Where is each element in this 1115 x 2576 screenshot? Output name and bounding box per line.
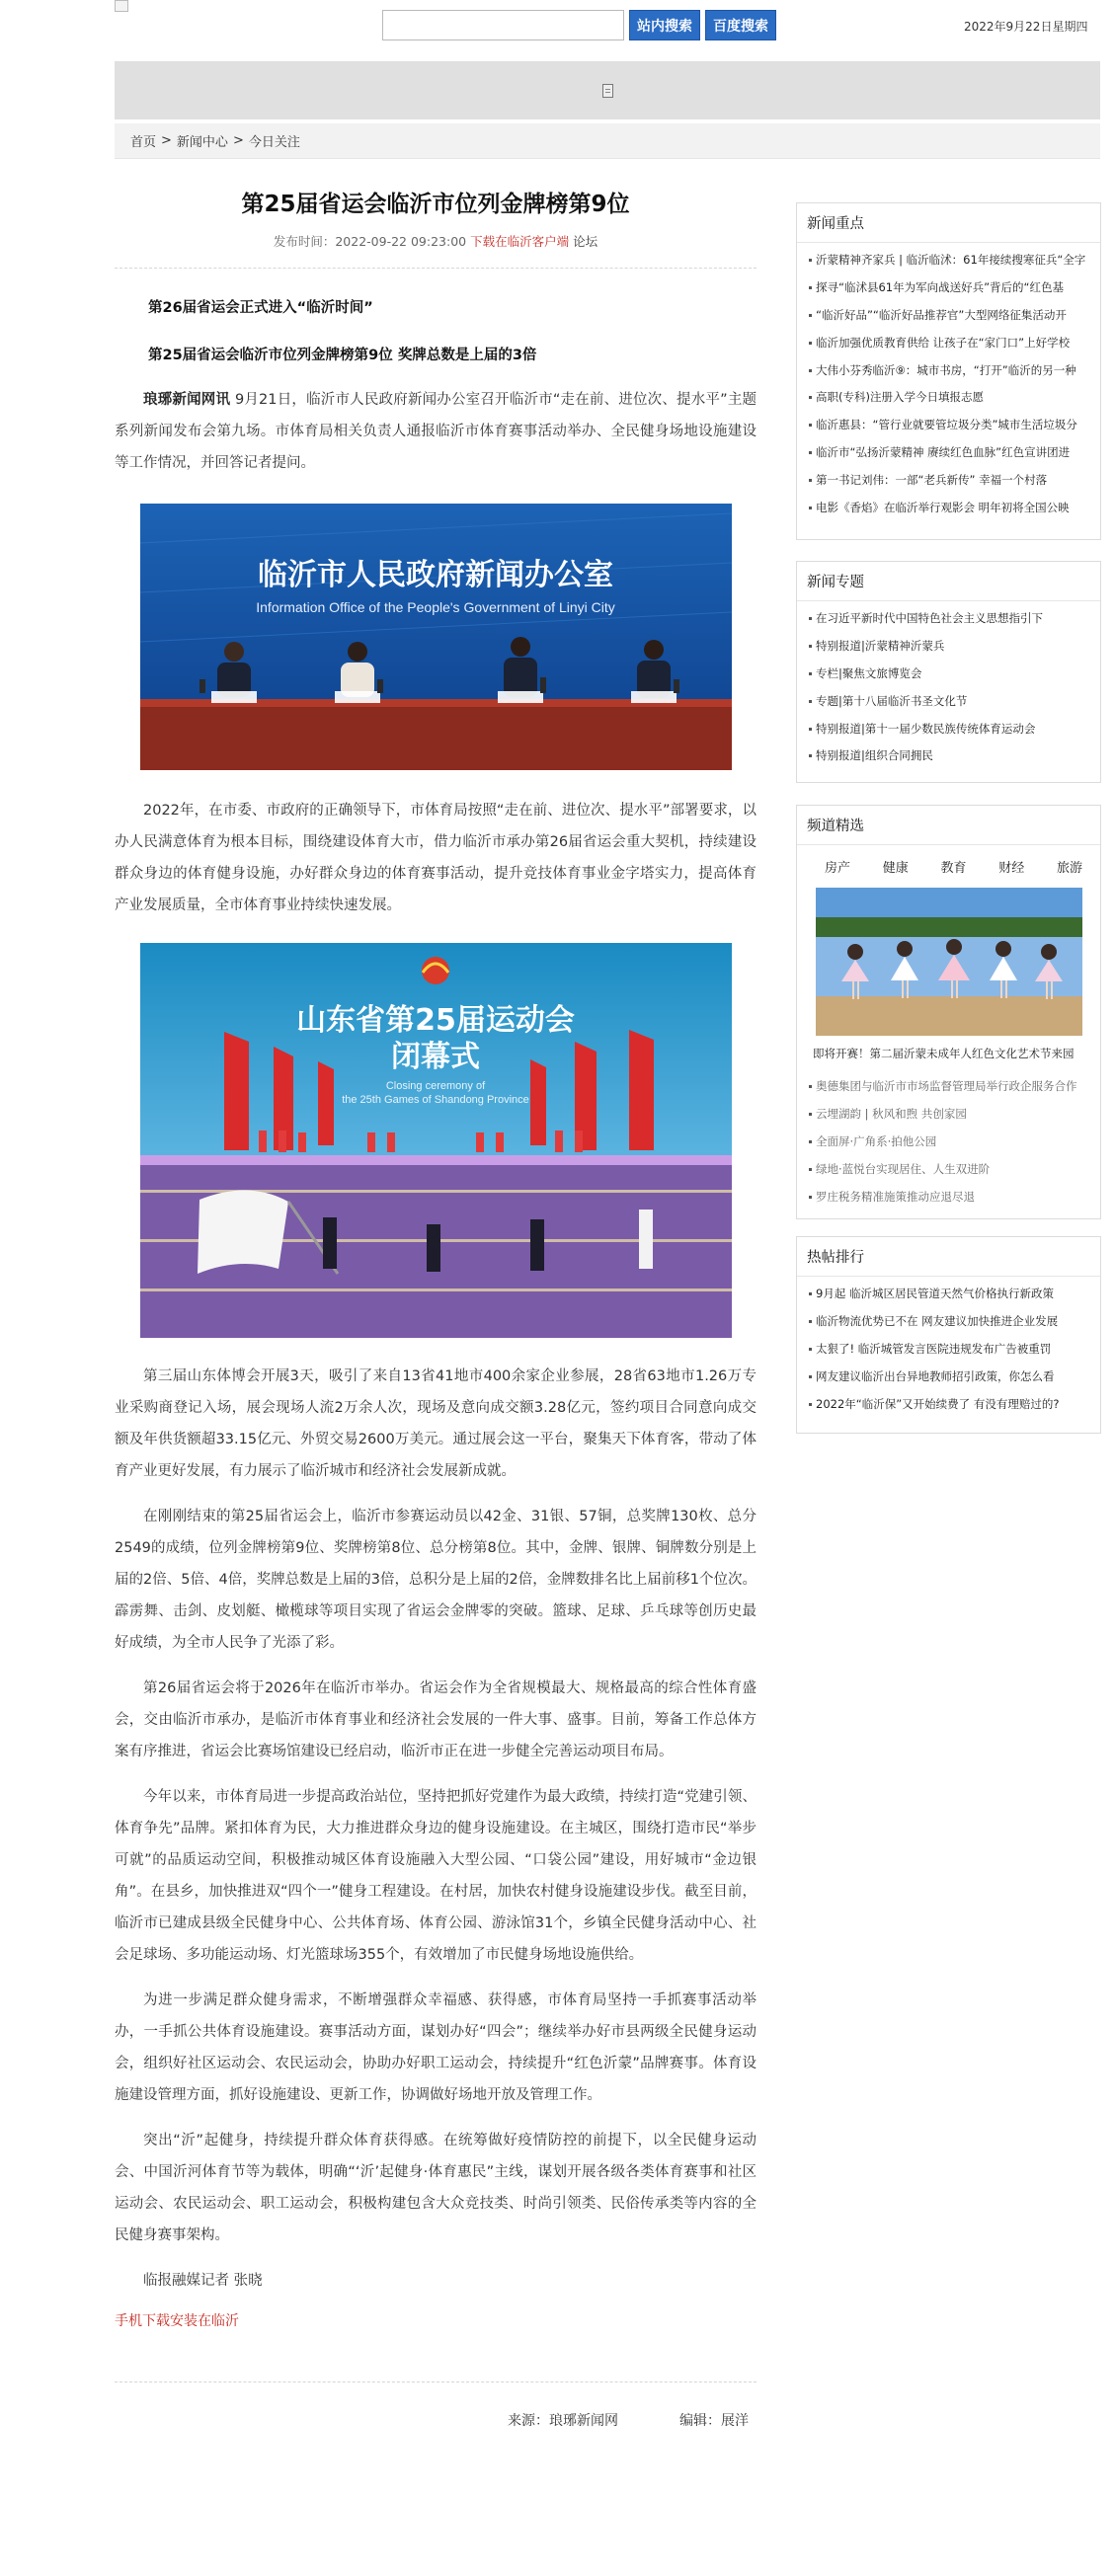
list-item[interactable]: 绿地·蓝悦台实现居住、人生双进阶	[809, 1156, 1100, 1184]
list-item[interactable]: 临沂市“弘扬沂蒙精神 赓续红色血脉”红色宣讲团进	[809, 439, 1100, 467]
list-item[interactable]: 2022年“临沂保”又开始续费了 有没有理赔过的?	[809, 1391, 1100, 1419]
list-item[interactable]: 临沂加强优质教育供给 让孩子在“家门口”上好学校	[809, 330, 1100, 357]
file-icon	[602, 84, 613, 98]
article-subtitle: 第25届省运会临沂市位列金牌榜第9位 奖牌总数是上届的3倍	[148, 348, 537, 363]
list-item[interactable]: 临沂物流优势已不在 网友建议加快推进企业发展	[809, 1308, 1100, 1336]
breadcrumb-separator: >	[161, 133, 172, 148]
hot-posts-box	[796, 1236, 1101, 1434]
list-item[interactable]: 特别报道|组织合同拥民	[809, 742, 1100, 770]
list-item[interactable]: 沂蒙精神齐家兵 | 临沂临沭：61年接续搜寒征兵“全字	[809, 247, 1100, 274]
search-input[interactable]	[382, 10, 624, 40]
bullet-icon	[809, 645, 812, 648]
article-paragraph: 突出“沂”起健身，持续提升群众体育获得感。在统筹做好疫情防控的前提下，以全民健身运动会、中国沂河体育节等为载体，明确“‘沂’起健身·体育惠民”主线，谋划开展各级各类体育赛事和社区运动会、农民运动会、职工运动会，积极构建包含大众竞技类、时尚引领类、民俗传承类等内容的全民健身赛事架构。	[115, 2133, 757, 2243]
article-subtitle: 第26届省运会正式进入“临沂时间”	[148, 300, 373, 316]
bullet-icon	[809, 479, 812, 482]
article-source: 来源：琅琊新闻网	[508, 2413, 618, 2429]
bullet-icon	[809, 700, 812, 703]
tab-finance[interactable]: 财经	[998, 861, 1025, 876]
article-paragraph: 第26届省运会将于2026年在临沂市举办。省运会作为全省规模最大、规格最高的综合性体育盛会，交由临沂市承办，是临沂市体育事业和经济社会发展的一件大事、盛事。目前，筹备工作总体方案有序推进，省运会比赛场馆建设已经启动，临沂市正在进一步健全完善运动项目布局。	[115, 1680, 757, 1759]
bullet-icon	[809, 1320, 812, 1323]
breadcrumb	[115, 123, 1100, 159]
bullet-icon	[809, 672, 812, 675]
article-editor: 编辑：展洋	[679, 2413, 749, 2429]
article-meta	[115, 232, 757, 269]
article-paragraph: 2022年，在市委、市政府的正确领导下，市体育局按照“走在前、进位次、提水平”部署要求，以办人民满意体育为根本目标，围绕建设体育大市，借力临沂市承办第26届省运会重大契机，持续建设群众身边的体育健身设施，办好群众身边的体育赛事活动，提升竞技体育事业金字塔实力，提高体育产业发展质量，全市体育事业持续快速发展。	[115, 803, 757, 913]
list-item[interactable]: 罗庄税务精准施策推动应退尽退	[809, 1184, 1100, 1211]
bullet-icon	[809, 396, 812, 399]
channel-tabs	[797, 857, 1100, 876]
bullet-icon	[809, 1085, 812, 1088]
closing-ceremony-illustration	[140, 943, 732, 1338]
closing-ceremony-photo	[140, 943, 732, 1338]
news-topics-box	[796, 561, 1101, 783]
bullet-icon	[809, 1348, 812, 1351]
press-conference-photo	[140, 504, 732, 770]
bullet-icon	[809, 1140, 812, 1143]
list-item[interactable]: 大伟小芬秀临沂⑨：城市书房，“打开”临沂的另一种	[809, 357, 1100, 385]
bullet-icon	[809, 286, 812, 289]
baidu-search-button[interactable]: 百度搜索	[705, 10, 776, 40]
article-reporter: 临报融媒记者 张晓	[143, 2273, 263, 2289]
news-topics-list	[797, 601, 1100, 774]
breadcrumb-today-focus[interactable]: 今日关注	[248, 135, 300, 150]
bullet-icon	[809, 1168, 812, 1171]
press-conference-illustration	[140, 504, 732, 770]
bullet-icon	[809, 342, 812, 345]
channel-picks-list	[797, 1069, 1100, 1214]
list-item[interactable]: 临沂惠县：“管行业就要管垃圾分类”城市生活垃圾分	[809, 412, 1100, 439]
tab-real-estate[interactable]: 房产	[825, 861, 851, 876]
list-item[interactable]: 探寻“临沭县61年为军向战送好兵”背后的“红色基	[809, 274, 1100, 302]
banner-chinese-text: 临沂市人民政府新闻办公室	[257, 558, 613, 592]
list-item[interactable]: 网友建议临沂出台异地教师招引政策，你怎么看	[809, 1364, 1100, 1391]
article-paragraph: 为进一步满足群众健身需求，不断增强群众幸福感、获得感，市体育局坚持一手抓赛事活动举办，一手抓公共体育设施建设。赛事活动方面，谋划办好“四会”；继续举办好市县两级全民健身运动会，组织好社区运动会、农民运动会，协助办好职工运动会，持续提升“红色沂蒙”品牌赛事。体育设施建设管理方面，抓好设施建设、更新工作，协调做好场地开放及管理工作。	[115, 1992, 757, 2103]
breadcrumb-news-center[interactable]: 新闻中心	[176, 135, 228, 150]
channel-feature-photo[interactable]	[816, 888, 1082, 1036]
breadcrumb-separator: >	[232, 133, 244, 148]
forum-link[interactable]: 论坛	[573, 234, 598, 249]
bullet-icon	[809, 1375, 812, 1378]
banner-english-text: Information Office of the People's Government of Linyi City	[255, 599, 615, 615]
news-topics-title: 新闻专题	[797, 562, 1100, 601]
list-item[interactable]: 第一书记刘伟：一部“老兵新传” 幸福一个村落	[809, 467, 1100, 495]
ceremony-subtitle: 闭幕式	[390, 1040, 480, 1074]
hot-posts-title: 热帖排行	[797, 1237, 1100, 1277]
channel-picks-title: 频道精选	[797, 806, 1100, 845]
bullet-icon	[809, 617, 812, 620]
lead-text: 9月21日，临沂市人民政府新闻办公室召开临沂市“走在前、进位次、提水平”主题系列新闻发布会第九场。市体育局相关负责人通报临沂市体育赛事活动举办、全民健身场地设施建设等工作情况，并回答记者提问。	[115, 392, 757, 471]
list-item[interactable]: 全面屏·广角系·拍他公园	[809, 1129, 1100, 1156]
news-focus-list	[797, 243, 1100, 526]
list-item[interactable]: 特别报道|第十一届少数民族传统体育运动会	[809, 716, 1100, 743]
article-title: 第25届省运会临沂市位列金牌榜第9位	[241, 192, 630, 217]
hot-posts-list	[797, 1277, 1100, 1422]
children-dance-illustration	[816, 888, 1082, 1036]
list-item[interactable]: 太狠了! 临沂城管发言医院违规发布广告被重罚	[809, 1336, 1100, 1364]
list-item[interactable]: 专题|第十八届临沂书圣文化节	[809, 688, 1100, 716]
publish-time: 发布时间：2022-09-22 09:23:00	[273, 234, 467, 249]
list-item[interactable]: 特别报道|沂蒙精神沂蒙兵	[809, 633, 1100, 661]
ceremony-title: 山东省第25届运动会	[295, 1003, 575, 1038]
list-item[interactable]: 奥德集团与临沂市市场监督管理局举行政企服务合作	[809, 1073, 1100, 1101]
article-paragraph: 第三届山东体博会开展3天，吸引了来自13省41地市400余家企业参展，28省63地市1.26万专业采购商登记入场，展会现场人流2万余人次，现场及意向成交额3.28亿元，签约项目合同意向成交额及年供货额超33.15亿元、外贸交易2600万美元。通过展会这一平台，聚集天下体育客，带动了体育产业更好发展，有力展示了临沂城市和经济社会发展新成就。	[115, 1368, 757, 1479]
app-download-link[interactable]: 手机下载安装在临沂	[115, 2313, 239, 2329]
article-paragraph: 在刚刚结束的第25届省运会上，临沂市参赛运动员以42金、31银、57铜，总奖牌130枚、总分2549的成绩，位列金牌榜第9位、奖牌榜第8位、总分榜第8位。其中，金牌、银牌、铜牌数分别是上届的2倍、5倍、4倍，奖牌总数是上届的3倍，总积分是上届的2倍，金牌数排名比上届前移1个位次。霹雳舞、击剑、皮划艇、橄榄球等项目实现了省运会金牌零的突破。篮球、足球、乒乓球等创历史最好成绩，为全市人民争了光添了彩。	[115, 1509, 757, 1651]
list-item[interactable]: 电影《香焰》在临沂举行观影会 明年初将全国公映	[809, 495, 1100, 522]
channel-picks-box	[796, 805, 1101, 1219]
lead-source: 琅琊新闻网讯	[143, 392, 231, 408]
news-focus-box	[796, 202, 1101, 540]
list-item[interactable]: 高职(专科)注册入学今日填报志愿	[809, 384, 1100, 412]
ceremony-english-1: Closing ceremony of	[385, 1080, 485, 1092]
bullet-icon	[809, 314, 812, 317]
article-paragraph	[115, 384, 757, 479]
list-item[interactable]: 专栏|聚焦文旅博览会	[809, 661, 1100, 688]
article-source-row	[115, 2410, 757, 2430]
bullet-icon	[809, 1113, 812, 1116]
article	[115, 160, 757, 2430]
bullet-icon	[809, 259, 812, 262]
list-item[interactable]: 云埋湖韵 | 秋风和煦 共创家园	[809, 1101, 1100, 1129]
tab-education[interactable]: 教育	[940, 861, 967, 876]
bullet-icon	[809, 507, 812, 509]
bullet-icon	[809, 728, 812, 731]
list-item[interactable]: “临沂好品”“临沂好品推荐官”大型网络征集活动开	[809, 302, 1100, 330]
bullet-icon	[809, 754, 812, 757]
ceremony-english-2: the 25th Games of Shandong Province	[341, 1094, 529, 1106]
site-search-button[interactable]: 站内搜索	[629, 10, 700, 40]
news-focus-title: 新闻重点	[797, 203, 1100, 243]
download-client-link[interactable]: 下载在临沂客户端	[470, 234, 570, 249]
bullet-icon	[809, 369, 812, 372]
bullet-icon	[809, 1292, 812, 1295]
ad-banner-placeholder[interactable]	[115, 61, 1100, 119]
site-logo-broken-image[interactable]	[115, 0, 128, 12]
bullet-icon	[809, 451, 812, 454]
bullet-icon	[809, 424, 812, 427]
breadcrumb-home[interactable]: 首页	[130, 135, 157, 150]
bullet-icon	[809, 1196, 812, 1199]
tab-travel[interactable]: 旅游	[1056, 861, 1082, 876]
list-item[interactable]: 在习近平新时代中国特色社会主义思想指引下	[809, 605, 1100, 633]
list-item[interactable]: 9月起 临沂城区居民管道天然气价格执行新政策	[809, 1281, 1100, 1308]
bullet-icon	[809, 1403, 812, 1406]
article-paragraph: 今年以来，市体育局进一步提高政治站位，坚持把抓好党建作为最大政绩，持续打造“党建引领、体育争先”品牌。紧扣体育为民，大力推进群众身边的健身设施建设。在主城区，围绕打造市民“举步可就”的品质运动空间，积极推动城区体育设施融入大型公园、“口袋公园”建设，用好城市“金边银角”。在县乡，加快推进双“四个一”健身工程建设。在村居，加快农村健身设施建设步伐。截至目前，临沂市已建成县级全民健身中心、公共体育场、体育公园、游泳馆31个，乡镇全民健身活动中心、社会足球场、多功能运动场、灯光篮球场355个，有效增加了市民健身场地设施供给。	[115, 1789, 757, 1963]
article-divider	[115, 2381, 757, 2382]
channel-feature-caption[interactable]: 即将开赛！第二届沂蒙未成年人红色文化艺术节来园	[813, 1047, 1075, 1060]
current-date: 2022年9月22日星期四	[964, 20, 1088, 34]
tab-health[interactable]: 健康	[882, 861, 909, 876]
